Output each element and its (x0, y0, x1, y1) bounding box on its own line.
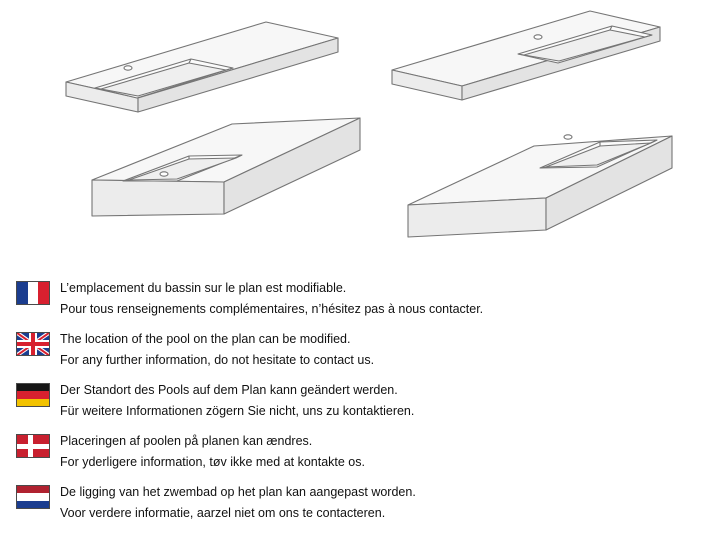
legend-line: Für weitere Informationen zögern Sie nicht, uns zu kontaktieren. (60, 404, 415, 418)
legend-row-english (16, 329, 720, 371)
flag-netherlands-icon (16, 485, 50, 509)
multilingual-note-legend (0, 278, 720, 540)
legend-line: L’emplacement du bassin sur le plan est modifiable. (60, 281, 347, 295)
legend-text-french (60, 278, 483, 320)
drawing-top-left (66, 22, 338, 112)
legend-text-danish (60, 431, 365, 473)
flag-france-icon (16, 281, 50, 305)
legend-text-dutch (60, 482, 416, 524)
legend-line: For any further information, do not hesitate to contact us. (60, 353, 375, 367)
legend-row-dutch (16, 482, 720, 524)
drawing-bottom-left (92, 118, 360, 216)
legend-row-danish (16, 431, 720, 473)
legend-line: De ligging van het zwembad op het plan kan aangepast worden. (60, 485, 416, 499)
legend-row-french (16, 278, 720, 320)
legend-line: The location of the pool on the plan can be modified. (60, 332, 351, 346)
legend-line: For yderligere information, tøv ikke med at kontakte os. (60, 455, 365, 469)
legend-line: Pour tous renseignements complémentaires, n’hésitez pas à nous contacter. (60, 302, 484, 316)
legend-line: Der Standort des Pools auf dem Plan kann geändert werden. (60, 383, 398, 397)
legend-text-english (60, 329, 374, 371)
flag-denmark-icon (16, 434, 50, 458)
flag-germany-icon (16, 383, 50, 407)
flag-united-kingdom-icon (16, 332, 50, 356)
drawing-bottom-right (408, 135, 672, 237)
drawing-top-right (392, 11, 660, 100)
legend-line: Voor verdere informatie, aarzel niet om ons te contacteren. (60, 506, 386, 520)
legend-text-german (60, 380, 414, 422)
legend-row-german (16, 380, 720, 422)
legend-line: Placeringen af poolen på planen kan ændres. (60, 434, 313, 448)
